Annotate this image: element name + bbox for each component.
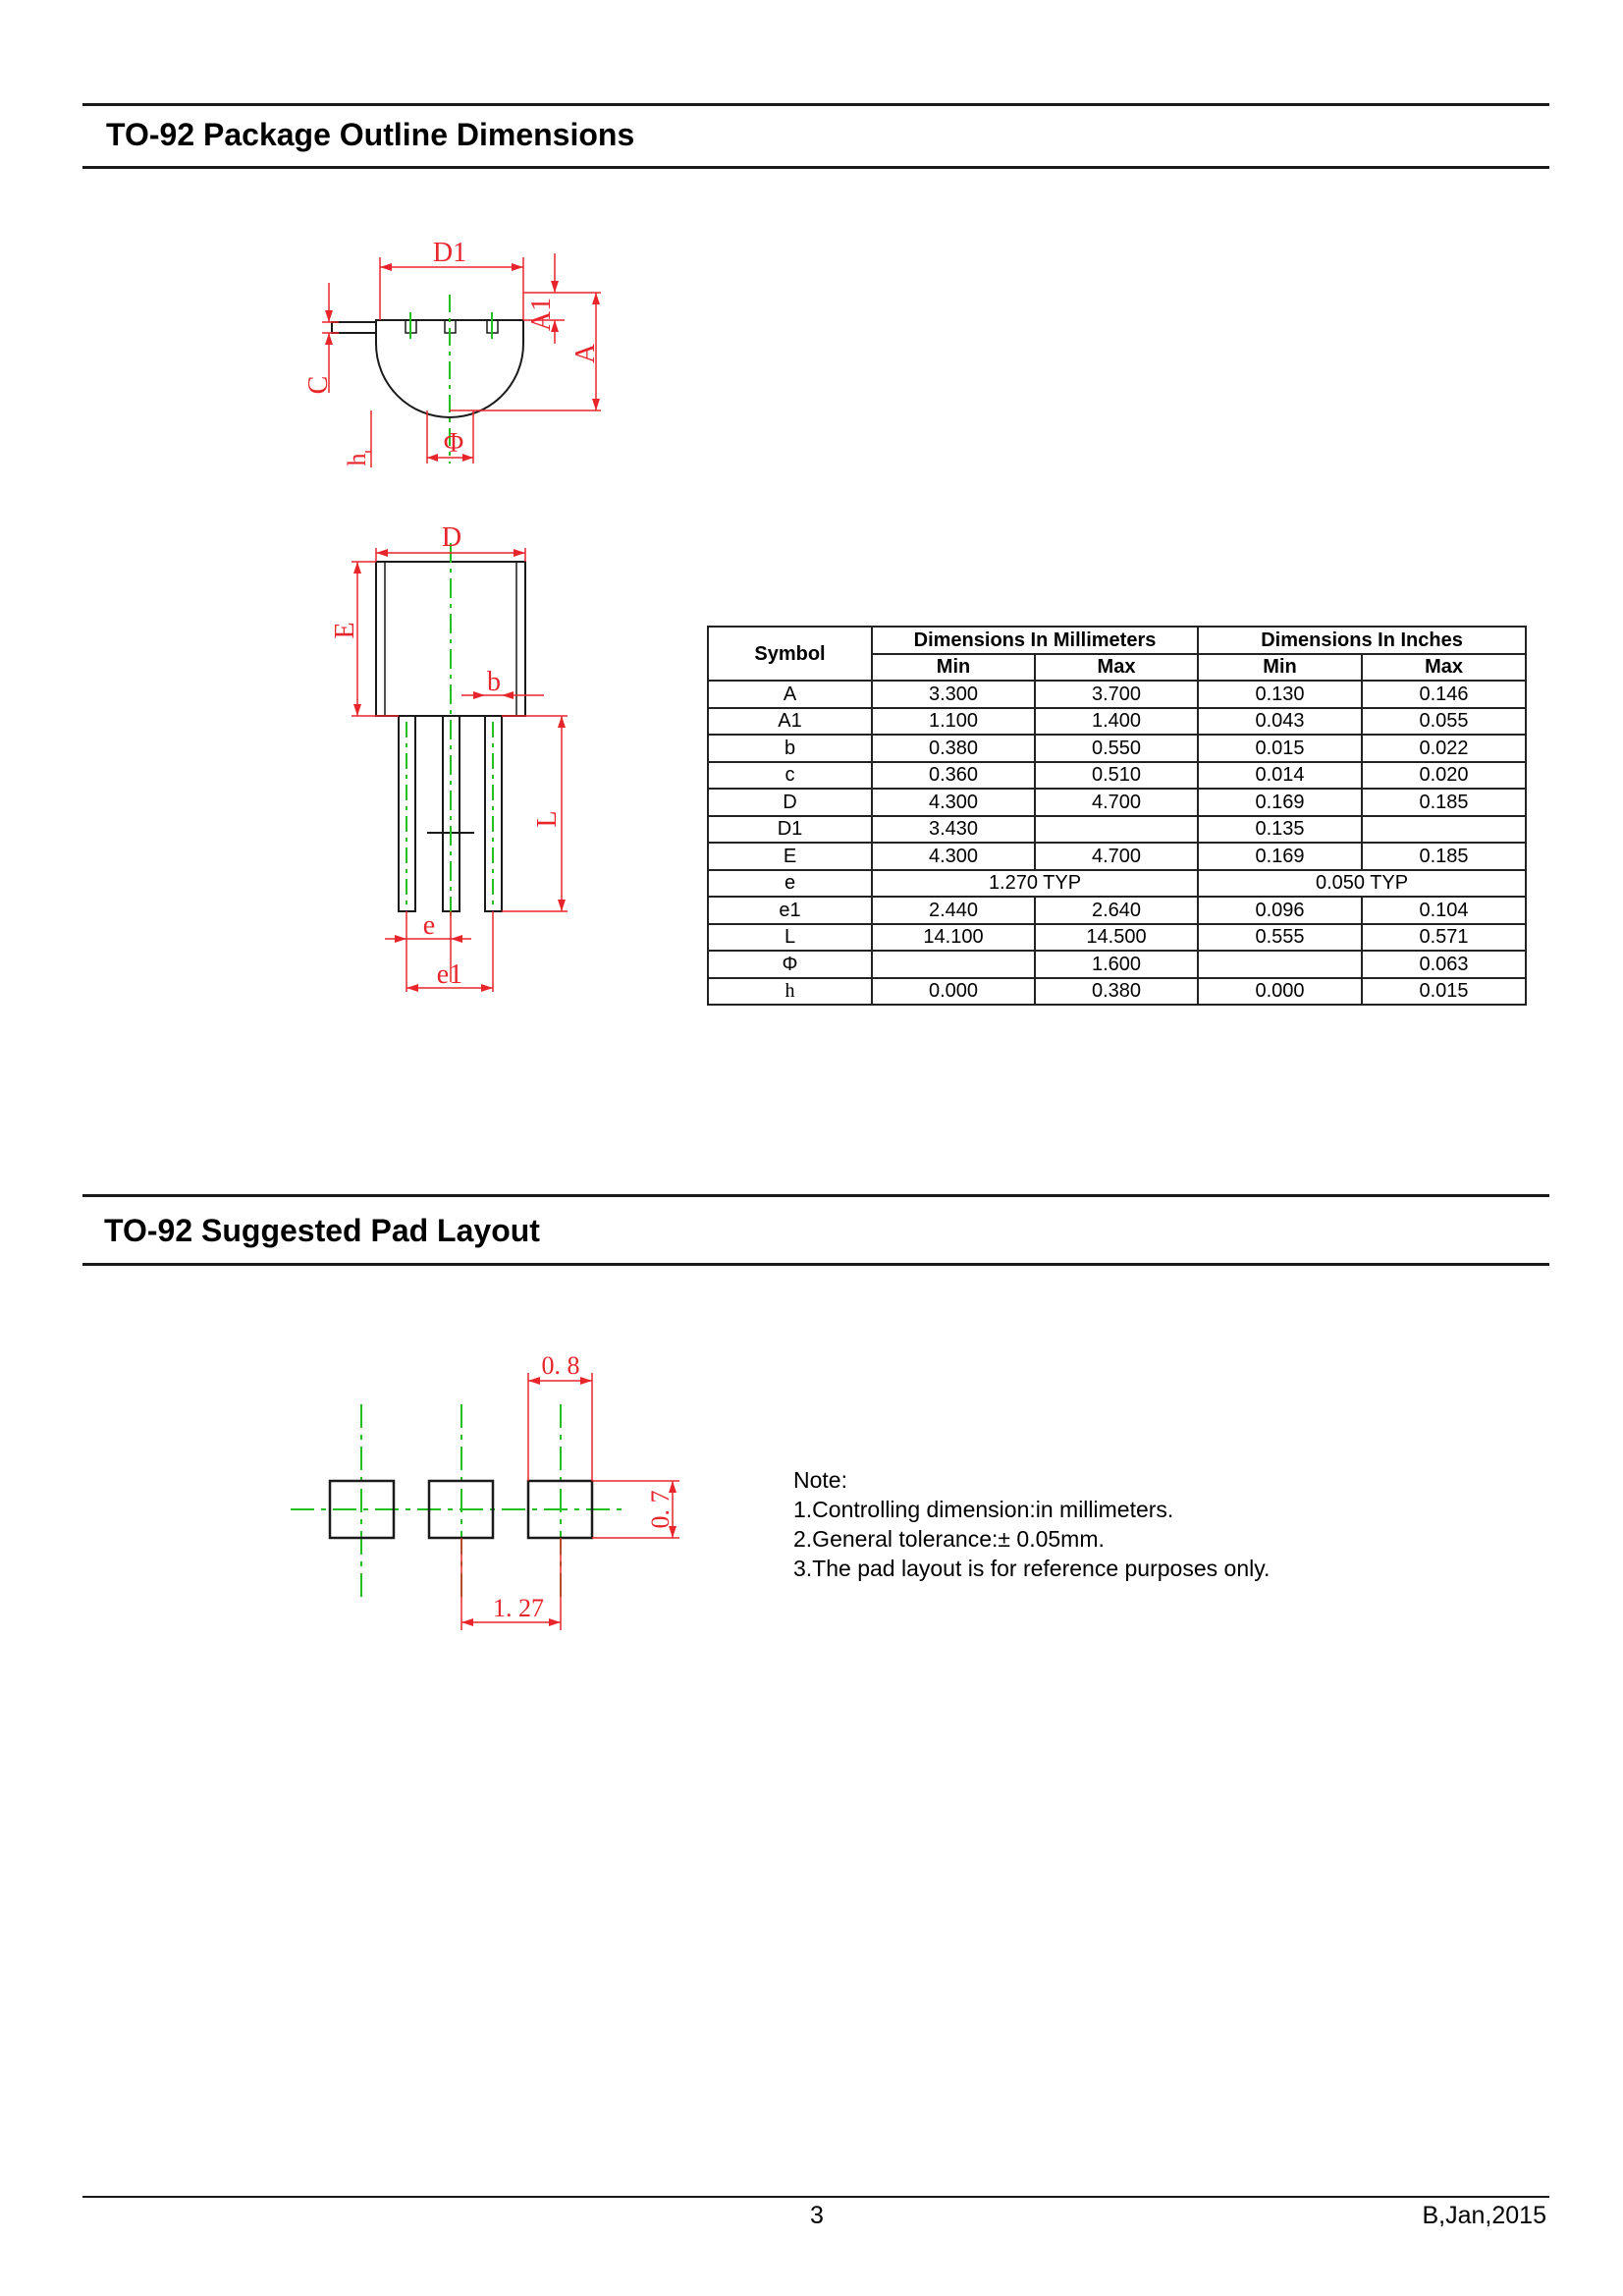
table-row [708, 843, 1526, 870]
footer-rule [82, 2196, 1549, 2198]
cell-mm-max: 2.640 [1035, 897, 1198, 924]
cell-symbol: D [708, 789, 872, 816]
section2-top-rule [82, 1194, 1549, 1197]
cell-mm-max: 3.700 [1035, 681, 1198, 708]
cell-in-max: 0.015 [1362, 978, 1526, 1006]
cell-in-min: 0.135 [1198, 816, 1362, 844]
section1-title: TO-92 Package Outline Dimensions [106, 117, 635, 152]
section1-top-rule [82, 103, 1549, 106]
table-header-mm: Dimensions In Millimeters [872, 627, 1198, 654]
dim-label-d1: D1 [432, 238, 467, 268]
dim-label-e1: e1 [436, 959, 463, 990]
cell-mm-typ: 1.270 TYP [872, 870, 1198, 898]
cell-mm-min: 1.100 [872, 708, 1035, 736]
cell-mm-min: 0.380 [872, 735, 1035, 762]
table-row [708, 681, 1526, 708]
dim-label-e: e [422, 910, 436, 941]
dim-label-a1: A1 [526, 297, 557, 332]
pad-height-label: 0. 7 [646, 1490, 675, 1529]
cell-symbol: e [708, 870, 872, 898]
section1-bottom-rule [82, 166, 1549, 169]
notes-title: Note: [793, 1467, 847, 1493]
table-subheader-mm-max: Max [1035, 654, 1198, 682]
table-header-inches: Dimensions In Inches [1198, 627, 1526, 654]
cell-symbol: e1 [708, 897, 872, 924]
revision-date: B,Jan,2015 [1422, 2202, 1546, 2229]
cell-mm-max: 14.500 [1035, 924, 1198, 952]
cell-mm-min [872, 951, 1035, 978]
cell-in-min: 0.169 [1198, 843, 1362, 870]
table-subheader-mm-min: Min [872, 654, 1035, 682]
cell-in-max: 0.104 [1362, 897, 1526, 924]
cell-in-typ: 0.050 TYP [1198, 870, 1526, 898]
cell-mm-min: 0.000 [872, 978, 1035, 1006]
dimensions-table [707, 626, 1527, 1006]
notes-block [793, 1465, 1270, 1583]
cell-in-max: 0.185 [1362, 789, 1526, 816]
dim-label-l: L [532, 810, 563, 828]
page-number: 3 [810, 2202, 824, 2229]
cell-mm-min: 4.300 [872, 789, 1035, 816]
cell-symbol: A [708, 681, 872, 708]
cell-symbol: c [708, 762, 872, 790]
cell-in-max: 0.055 [1362, 708, 1526, 736]
package-top-view-drawing [295, 226, 619, 481]
cell-in-min: 0.096 [1198, 897, 1362, 924]
cell-symbol: h [708, 978, 872, 1006]
table-row [708, 951, 1526, 978]
cell-mm-min: 2.440 [872, 897, 1035, 924]
cell-mm-min: 3.430 [872, 816, 1035, 844]
table-row [708, 978, 1526, 1006]
table-row [708, 762, 1526, 790]
cell-in-min: 0.015 [1198, 735, 1362, 762]
table-row [708, 789, 1526, 816]
dim-label-b: b [487, 667, 501, 697]
table-row [708, 897, 1526, 924]
cell-mm-min: 4.300 [872, 843, 1035, 870]
cell-in-max [1362, 816, 1526, 844]
dim-label-d: D [441, 522, 462, 553]
cell-in-max: 0.022 [1362, 735, 1526, 762]
section2-bottom-rule [82, 1263, 1549, 1266]
cell-mm-max: 1.600 [1035, 951, 1198, 978]
table-row [708, 870, 1526, 898]
dimensions-table-body [708, 681, 1526, 1005]
cell-in-min [1198, 951, 1362, 978]
dim-label-phi: Φ [443, 428, 464, 459]
cell-symbol: L [708, 924, 872, 952]
table-row [708, 708, 1526, 736]
pad-layout-drawing [285, 1345, 697, 1640]
cell-in-max: 0.146 [1362, 681, 1526, 708]
table-row [708, 735, 1526, 762]
cell-in-max: 0.020 [1362, 762, 1526, 790]
cell-in-min: 0.555 [1198, 924, 1362, 952]
cell-in-max: 0.063 [1362, 951, 1526, 978]
dim-label-a: A [570, 343, 601, 364]
cell-mm-max: 0.380 [1035, 978, 1198, 1006]
cell-in-min: 0.169 [1198, 789, 1362, 816]
table-row [708, 816, 1526, 844]
cell-mm-max: 1.400 [1035, 708, 1198, 736]
cell-in-min: 0.000 [1198, 978, 1362, 1006]
table-header-symbol: Symbol [708, 627, 872, 681]
cell-mm-min: 0.360 [872, 762, 1035, 790]
pad-width-label: 0. 8 [541, 1351, 580, 1380]
cell-mm-max: 0.510 [1035, 762, 1198, 790]
dim-label-e-upper: E [330, 622, 360, 639]
table-subheader-in-max: Max [1362, 654, 1526, 682]
cell-symbol: D1 [708, 816, 872, 844]
pad-pitch-label: 1. 27 [493, 1594, 544, 1622]
note-item: 1.Controlling dimension:in millimeters. [793, 1497, 1174, 1522]
cell-symbol: b [708, 735, 872, 762]
dim-label-c: C [303, 375, 334, 395]
cell-in-min: 0.014 [1198, 762, 1362, 790]
note-item: 2.General tolerance:± 0.05mm. [793, 1526, 1105, 1552]
cell-in-min: 0.130 [1198, 681, 1362, 708]
note-item: 3.The pad layout is for reference purposes only. [793, 1556, 1271, 1581]
cell-mm-max: 4.700 [1035, 843, 1198, 870]
package-side-view-drawing [314, 511, 589, 1002]
cell-symbol: A1 [708, 708, 872, 736]
cell-symbol: E [708, 843, 872, 870]
dim-label-h: h [343, 453, 371, 466]
table-row [708, 924, 1526, 952]
cell-mm-min: 14.100 [872, 924, 1035, 952]
cell-mm-max: 4.700 [1035, 789, 1198, 816]
section2-title: TO-92 Suggested Pad Layout [104, 1213, 540, 1248]
cell-in-min: 0.043 [1198, 708, 1362, 736]
cell-mm-min: 3.300 [872, 681, 1035, 708]
cell-mm-max: 0.550 [1035, 735, 1198, 762]
cell-symbol: Φ [708, 951, 872, 978]
cell-in-max: 0.571 [1362, 924, 1526, 952]
table-subheader-in-min: Min [1198, 654, 1362, 682]
cell-mm-max [1035, 816, 1198, 844]
cell-in-max: 0.185 [1362, 843, 1526, 870]
